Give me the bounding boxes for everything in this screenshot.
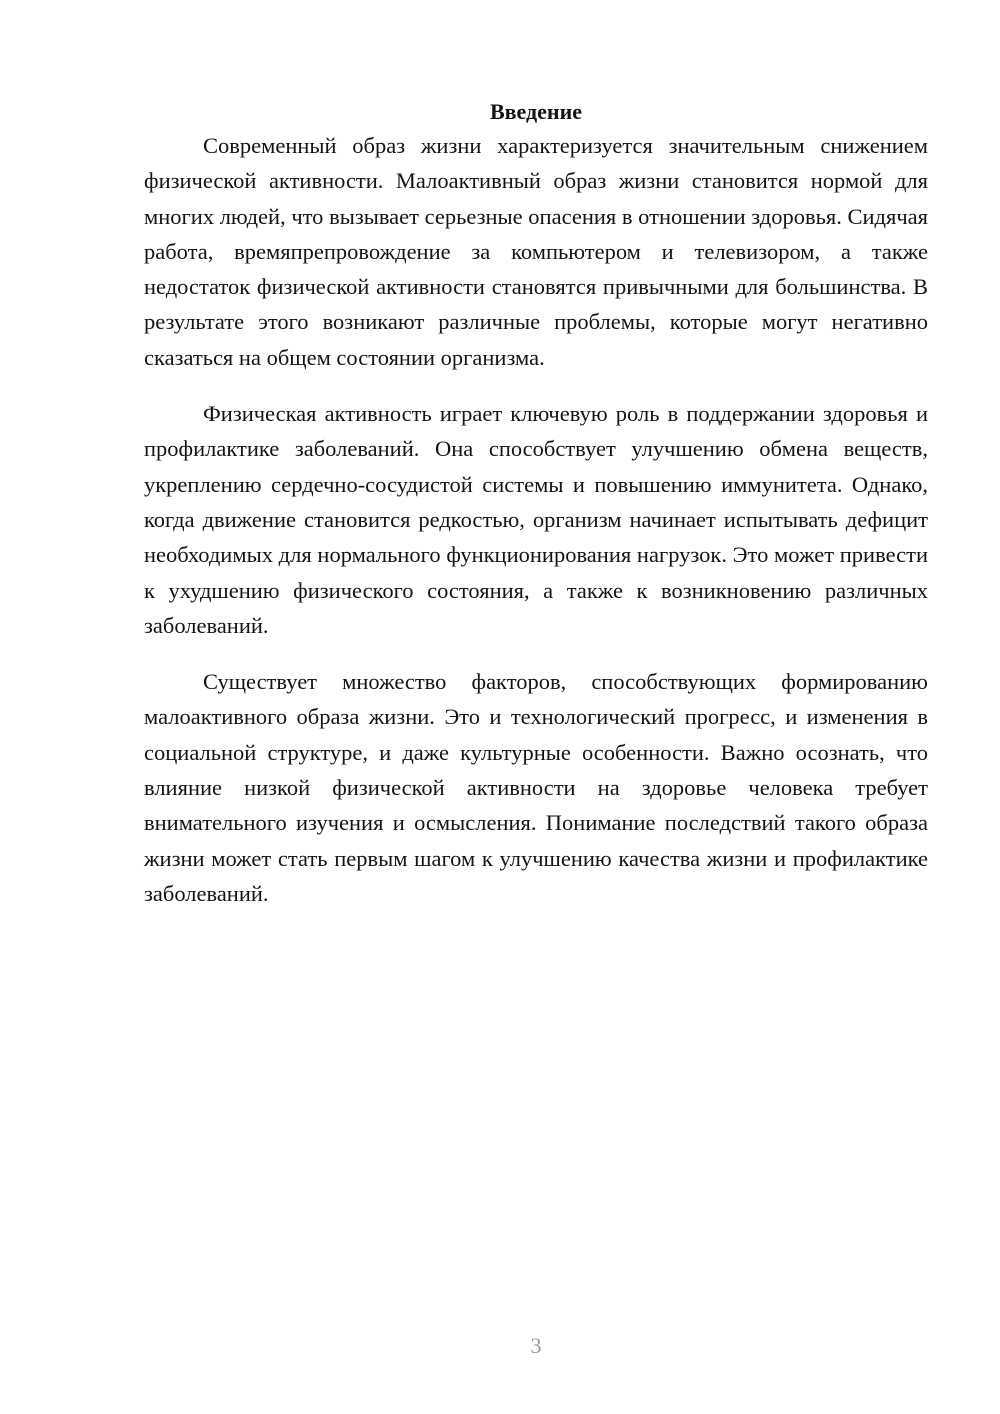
paragraph-2: Физическая активность играет ключевую роль в поддержании здоровья и профилактике заболеваний. Она способствует улучшению обмена веществ, укреплению сердечно-сосудистой системы и повышению иммунитета. Однако, когда движение становится редкостью, организм начинает испытывать дефицит необходимых для нормального функционирования нагрузок. Это может привести к ухудшению физического состояния, а также к возникновению различных заболеваний. <box>144 401 928 638</box>
paragraph-3: Существует множество факторов, способствующих формированию малоактивного образа жизни. Это и технологический прогресс, и изменения в социальной структуре, и даже культурные особенности. Важно осознать, что влияние низкой физической активности на здоровье человека требует внимательного изучения и осмысления. Понимание последствий такого образа жизни может стать первым шагом к улучшению качества жизни и профилактике заболеваний. <box>144 669 928 906</box>
section-title: Введение <box>489 99 583 124</box>
page-number: 3 <box>530 1333 542 1358</box>
paragraph-1: Современный образ жизни характеризуется значительным снижением физической активности. Малоактивный образ жизни становится нормой для многих людей, что вызывает серьезные опасения в отношении здоровья. Сидячая работа, времяпрепровождение за компьютером и телевизором, а также недостаток физической активности становятся привычными для большинства. В результате этого возникают различные проблемы, которые могут негативно сказаться на общем состоянии организма. <box>144 133 928 370</box>
page-content <box>144 96 928 911</box>
